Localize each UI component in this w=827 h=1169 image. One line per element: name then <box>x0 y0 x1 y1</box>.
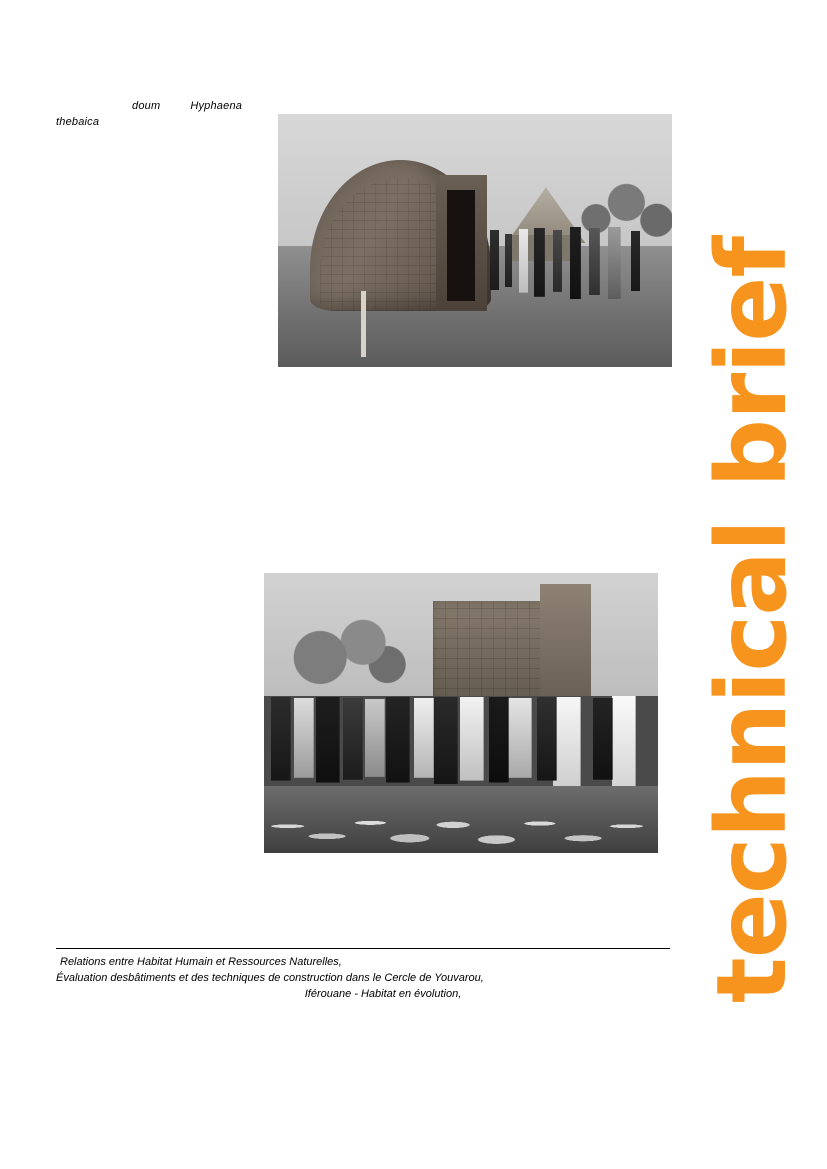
top-note-line-2: thebaica <box>56 116 100 128</box>
photo-crowd <box>264 696 658 791</box>
footer-line-2: Évaluation desbâtiments et des techniques de construction dans le Cercle de Youvarou, <box>56 972 484 984</box>
top-note-word-doum: doum <box>132 100 161 112</box>
photo-granary-village <box>278 114 672 367</box>
photo-wooden-post <box>361 291 367 357</box>
footer-divider <box>56 948 670 949</box>
footer-line-3: Iférouane - Habitat en évolution, <box>304 988 462 1000</box>
top-note <box>56 98 276 130</box>
footer-caption <box>56 954 670 1002</box>
photo-crowd-pottery <box>264 573 658 853</box>
photo-people-group <box>483 225 664 311</box>
vertical-title <box>677 140 827 1100</box>
top-note-line-1 <box>56 98 276 114</box>
top-note-word-hyphaena: Hyphaena <box>190 100 243 112</box>
photo-pottery-row <box>264 786 658 853</box>
vertical-title-text: technical brief <box>696 236 809 1004</box>
footer-line-1: Relations entre Habitat Humain et Ressources Naturelles, <box>60 956 342 968</box>
photo-doorway <box>447 190 475 301</box>
